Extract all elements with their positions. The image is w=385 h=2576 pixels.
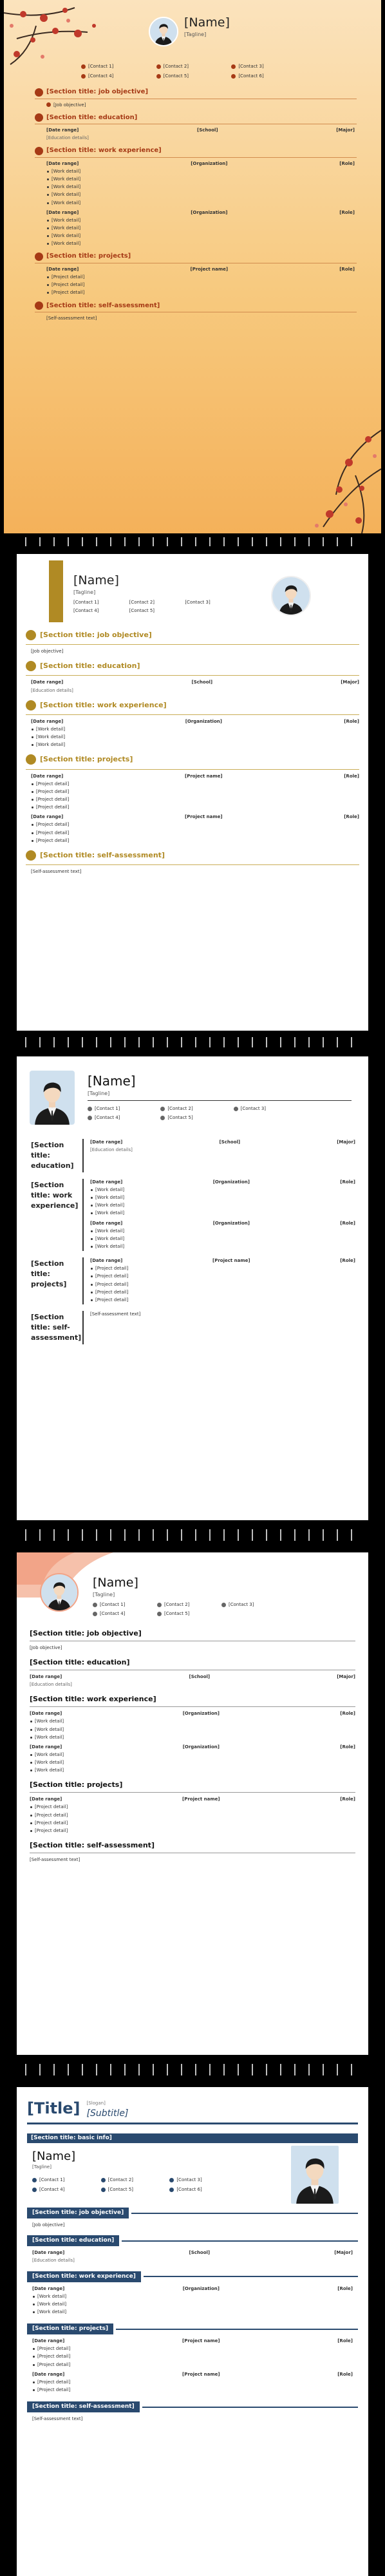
section-education: [Section title: education] [Date range] [School] [Major] [Education details] (35, 113, 357, 142)
contact-item: [Contact 6] (231, 73, 306, 79)
section-title: [Section title: work experience] (46, 147, 162, 155)
section-job-intent: [Section title: job objective] [Job objective] (27, 2208, 358, 2231)
resume-name: [Name] (93, 1576, 138, 1590)
resume-4 (17, 1552, 368, 2055)
contact-info (73, 599, 241, 614)
contact-item: [Contact 3] (234, 1105, 306, 1112)
section-title: [Section title: projects] (46, 253, 131, 260)
section-basic-info (27, 2143, 358, 2208)
section-job-intent (35, 88, 357, 108)
intent-item: [Job objective] (46, 102, 355, 108)
contact-item: [Contact 5] (156, 73, 232, 79)
contact-item: [Contact 1] (88, 1105, 160, 1112)
resume-title: [Title] (27, 2099, 80, 2117)
plum-blossom-bottom-right-decoration (246, 417, 381, 533)
plum-blossom-top-left-decoration (4, 0, 133, 71)
section-title: [Section title: education] (46, 113, 138, 121)
section-title: [Section title: education] (30, 1658, 130, 1667)
resume-tagline: [Tagline] (93, 1592, 115, 1598)
contact-info (88, 1105, 306, 1121)
section-title: [Section title: projects] (26, 1257, 84, 1304)
resume-5 (17, 2087, 368, 2576)
section-title: [Section title: work experience] (27, 2271, 141, 2282)
contact-icon (81, 74, 86, 79)
target-icon (35, 88, 43, 97)
section-education: [Section title: education] [Date range] [School] [Major] [Education details] (26, 661, 359, 693)
page-divider (0, 1520, 385, 1552)
resume-tagline: [Tagline] (32, 2164, 52, 2170)
contact-item: [Contact 4] (88, 1114, 160, 1121)
section-work: [Section title: work experience] [Date range] [Organization] [Role] [Work detail] [Work detail] [Work detail] [Date range] [Organization] [Role] [Work detail] [Work detail] [Work detail] (30, 1695, 355, 1773)
graduation-cap-icon (35, 113, 43, 122)
contact-icon (32, 2178, 37, 2182)
contact-icon (157, 1612, 162, 1616)
contact-item: [Contact 3] (221, 1601, 286, 1608)
section-title: [Section title: education] (26, 1139, 84, 1172)
section-projects: [Section title: projects] [Date range] [Project name] [Role] [Project detail] [Project detail] [Project detail] (35, 252, 357, 296)
contact-icon (88, 1107, 92, 1111)
section-education: [Section title: education] [Date range] [School] [Major] [Education details] (26, 1139, 361, 1172)
section-title: [Section title: work experience] (26, 1179, 84, 1251)
section-title: [Section title: projects] (30, 1780, 123, 1789)
target-icon (26, 630, 36, 640)
section-title: [Section title: basic info] (27, 2133, 358, 2143)
section-title: [Section title: self-assessment] (26, 1311, 84, 1344)
contact-icon (101, 2188, 106, 2192)
section-projects: [Section title: projects] [Date range] [Project name] [Role] [Project detail] [Project detail] [Project detail] [Date range] [Project name] [Role] [Project detail] [Project detail] (27, 2323, 358, 2398)
section-projects: [Section title: projects] [Date range] [Project name] [Role] [Project detail] [Project detail] [Project detail] [Project detail] [Date range] [Project name] [Role] [Project detail] [Project detail] [Project detail] (26, 754, 359, 843)
contact-icon (93, 1612, 97, 1616)
briefcase-icon (26, 700, 36, 711)
contact-item: [Contact 2] (156, 63, 232, 70)
avatar (291, 2146, 339, 2204)
resume-name: [Name] (32, 2150, 76, 2163)
section-title: [Section title: work experience] (30, 1695, 156, 1704)
contact-item: [Contact 2] (129, 600, 155, 605)
contact-info (93, 1601, 286, 1617)
contact-item: [Contact 4] (93, 1610, 157, 1617)
section-job-intent: [Section title: job objective] [Job objective] (26, 630, 359, 654)
section-work: [Section title: work experience] [Date range] [Organization] [Role] [Work detail] [Work detail] [Work detail] [Work detail] [Date range] [Organization] [Role] [Work detail] [Work detail] [Work detail] (26, 1179, 361, 1251)
section-title: [Section title: self-assessment] (46, 301, 160, 309)
contact-item: [Contact 2] (160, 1105, 233, 1112)
section-title: [Section title: job objective] (40, 631, 152, 640)
avatar (271, 576, 311, 616)
contact-item: [Contact 4] (32, 2186, 101, 2193)
section-title: [Section title: self-assessment] (27, 2401, 140, 2412)
section-title: [Section title: education] (27, 2235, 119, 2246)
contact-icon (93, 1603, 97, 1607)
resume-header (27, 2097, 358, 2124)
section-work: [Section title: work experience] [Date range] [Organization] [Role] [Work detail] [Work detail] [Work detail] [Work detail] [Work detail] [Date range] [Organization] [Role] [Work detail] [Work detail] [Work detail] [Work detail] (35, 146, 357, 247)
contact-icon (156, 64, 161, 69)
contact-icon (81, 64, 86, 69)
graduation-cap-icon (26, 661, 36, 671)
resume-name: [Name] (184, 15, 230, 30)
page-divider (0, 1031, 385, 1056)
briefcase-icon (46, 102, 51, 107)
section-work: [Section title: work experience] [Date range] [Organization] [Role] [Work detail] [Work detail] [Work detail] (27, 2271, 358, 2320)
resume-tagline: [Tagline] (184, 32, 207, 37)
user-icon (26, 850, 36, 861)
section-title: [Section title: work experience] (40, 700, 167, 709)
contact-item: [Contact 1] (73, 600, 99, 605)
contact-icon (32, 2188, 37, 2192)
folder-icon (35, 253, 43, 261)
briefcase-icon (35, 147, 43, 155)
section-projects: [Section title: projects] [Date range] [Project name] [Role] [Project detail] [Project detail] [Project detail] [Project detail] (30, 1780, 355, 1833)
contact-item: [Contact 5] (160, 1114, 233, 1121)
section-title: [Section title: job objective] (46, 88, 149, 95)
contact-icon (169, 2188, 174, 2192)
section-title: [Section title: education] (40, 662, 140, 671)
contact-item: [Contact 2] (157, 1601, 221, 1608)
contact-icon (156, 74, 161, 79)
section-title: [Section title: projects] (40, 755, 133, 764)
resume-2 (17, 554, 368, 1031)
contact-item: [Contact 1] (81, 63, 156, 70)
contact-icon (160, 1107, 165, 1111)
contact-item: [Contact 3] (185, 600, 211, 605)
contact-item: [Contact 4] (73, 608, 99, 614)
avatar (149, 17, 178, 46)
contact-item: [Contact 4] (81, 73, 156, 79)
resume-name: [Name] (88, 1073, 136, 1089)
contact-item: [Contact 3] (231, 63, 306, 70)
section-self-eval: [Section title: self-assessment] [Self-assessment text] (26, 850, 359, 875)
resume-tagline: [Tagline] (88, 1091, 110, 1096)
section-projects: [Section title: projects] [Date range] [Project name] [Role] [Project detail] [Project detail] [Project detail] [Project detail] [Project detail] (26, 1257, 361, 1304)
accent-vertical-bar (49, 560, 63, 622)
section-education: [Section title: education] [Date range] [School] [Major] [Education details] (30, 1658, 355, 1688)
contact-icon (101, 2178, 106, 2182)
avatar (40, 1573, 79, 1612)
contact-item: [Contact 2] (101, 2177, 170, 2183)
section-title: [Section title: projects] (27, 2323, 113, 2334)
contact-icon (157, 1603, 162, 1607)
contact-item: [Contact 5] (157, 1610, 221, 1617)
section-title: [Section title: job objective] (27, 2208, 129, 2218)
contact-icon (221, 1603, 226, 1607)
contact-icon (231, 64, 236, 69)
contact-info (81, 63, 306, 79)
page-divider (0, 2055, 385, 2087)
contact-item: [Contact 5] (101, 2186, 170, 2193)
contact-icon (88, 1116, 92, 1120)
resume-tagline: [Tagline] (73, 589, 96, 595)
section-work: [Section title: work experience] [Date range] [Organization] [Role] [Work detail] [Work detail] [Work detail] (26, 700, 359, 749)
section-self-eval: [Section title: self-assessment] [Self-assessment text] (26, 1311, 361, 1344)
folder-icon (26, 754, 36, 765)
resume-slogan: [Slogan] (86, 2101, 106, 2106)
section-title: [Section title: self-assessment] (40, 850, 165, 859)
contact-icon (169, 2178, 174, 2182)
contact-icon (160, 1116, 165, 1120)
section-education: [Section title: education] [Date range] [School] [Major] [Education details] (27, 2235, 358, 2267)
resume-3 (17, 1056, 368, 1520)
section-job-intent: [Section title: job objective] [Job objective] (30, 1628, 355, 1651)
resume-title-en: [Subtitle] (86, 2108, 129, 2119)
user-icon (35, 301, 43, 310)
contact-icon (234, 1107, 238, 1111)
page-divider (0, 533, 385, 554)
contact-item: [Contact 1] (93, 1601, 157, 1608)
contact-item: [Contact 6] (169, 2186, 238, 2193)
section-title: [Section title: job objective] (30, 1629, 142, 1637)
contact-item: [Contact 3] (169, 2177, 238, 2183)
section-self-eval: [Section title: self-assessment] [Self-assessment text] (35, 301, 357, 322)
contact-info (32, 2177, 238, 2193)
section-title: [Section title: self-assessment] (30, 1841, 155, 1849)
resume-name: [Name] (73, 573, 119, 587)
resume-1 (4, 0, 381, 533)
contact-icon (231, 74, 236, 79)
avatar (30, 1071, 75, 1125)
contact-item: [Contact 1] (32, 2177, 101, 2183)
section-self-eval: [Section title: self-assessment] [Self-assessment text] (27, 2401, 358, 2425)
section-self-eval: [Section title: self-assessment] [Self-assessment text] (30, 1840, 355, 1863)
contact-item: [Contact 5] (129, 608, 155, 614)
